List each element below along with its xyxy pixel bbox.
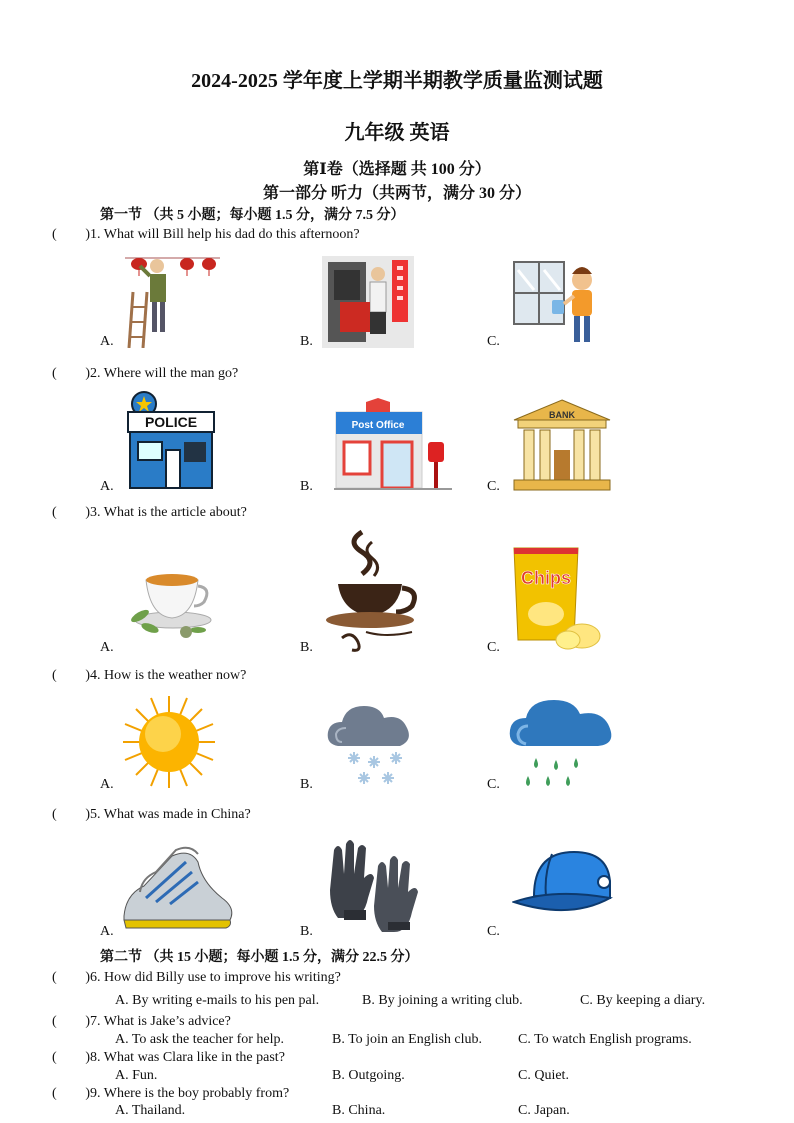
- pasting-couplets-icon[interactable]: [322, 256, 414, 348]
- svg-text:Post Office: Post Office: [351, 420, 405, 431]
- option-letter: C.: [487, 479, 500, 494]
- cleaning-window-icon[interactable]: [512, 258, 596, 346]
- question-5: [52, 807, 251, 823]
- question-text: 7. What is Jake’s advice?: [90, 1014, 231, 1029]
- exam-title: 2024-2025 学年度上学期半期教学质量监测试题: [191, 70, 603, 92]
- rain-cloud-icon[interactable]: [506, 696, 618, 792]
- question-1: [52, 227, 360, 243]
- snow-cloud-icon[interactable]: [324, 702, 416, 788]
- question-7: [52, 1014, 231, 1030]
- option-letter: A.: [100, 640, 114, 655]
- cap-icon[interactable]: [512, 844, 614, 924]
- sneakers-icon[interactable]: [120, 838, 242, 934]
- option-letter: A.: [100, 777, 114, 792]
- option-c[interactable]: C. To watch English programs.: [518, 1032, 692, 1047]
- hanging-lanterns-icon[interactable]: [125, 252, 220, 348]
- question-6: [52, 970, 341, 986]
- option-letter: C.: [487, 334, 500, 349]
- question-8: [52, 1050, 285, 1066]
- option-b[interactable]: B. To join an English club.: [332, 1032, 483, 1047]
- question-text: 4. How is the weather now?: [90, 668, 247, 683]
- option-b[interactable]: B. Outgoing.: [332, 1068, 405, 1083]
- option-letter: B.: [300, 479, 313, 494]
- question-3: [52, 505, 247, 521]
- option-c[interactable]: C. Quiet.: [518, 1068, 569, 1083]
- question-2: [52, 366, 238, 382]
- answer-blank[interactable]: ( ): [52, 1014, 90, 1029]
- option-a[interactable]: A. Thailand.: [115, 1103, 186, 1118]
- answer-blank[interactable]: ( ): [52, 1050, 90, 1065]
- answer-blank[interactable]: ( ): [52, 227, 90, 242]
- question-4: [52, 668, 246, 684]
- question-text: 6. How did Billy use to improve his writing?: [90, 970, 341, 985]
- option-letter: C.: [487, 640, 500, 655]
- question-text: 2. Where will the man go?: [90, 366, 239, 381]
- option-c[interactable]: C. By keeping a diary.: [580, 993, 706, 1008]
- part-heading: 第一部分 听力（共两节，满分 30 分）: [262, 185, 531, 202]
- bank-icon[interactable]: [510, 398, 614, 492]
- question-text: 1. What will Bill help his dad do this afternoon?: [90, 227, 360, 242]
- option-letter: A.: [100, 479, 114, 494]
- post-office-icon[interactable]: [334, 398, 452, 492]
- svg-text:Chips: Chips: [520, 568, 572, 588]
- option-c[interactable]: C. Japan.: [518, 1103, 570, 1118]
- option-letter: B.: [300, 334, 313, 349]
- svg-text:POLICE: POLICE: [144, 414, 198, 430]
- svg-text:BANK: BANK: [549, 410, 575, 420]
- section-one-heading: 第一节 （共 5 小题；每小题 1.5 分，满分 7.5 分）: [100, 208, 405, 223]
- question-text: 5. What was made in China?: [90, 807, 251, 822]
- gloves-icon[interactable]: [326, 836, 426, 932]
- sun-icon[interactable]: [123, 696, 215, 788]
- option-letter: A.: [100, 924, 114, 939]
- option-a[interactable]: A. By writing e-mails to his pen pal.: [115, 993, 320, 1008]
- option-b[interactable]: B. China.: [332, 1103, 386, 1118]
- option-b[interactable]: B. By joining a writing club.: [362, 993, 523, 1008]
- option-letter: C.: [487, 924, 500, 939]
- option-letter: B.: [300, 924, 313, 939]
- option-a[interactable]: A. To ask the teacher for help.: [115, 1032, 285, 1047]
- exam-subtitle: 九年级 英语: [344, 122, 450, 144]
- question-text: 9. Where is the boy probably from?: [90, 1086, 290, 1101]
- answer-blank[interactable]: ( ): [52, 970, 90, 985]
- option-letter: B.: [300, 777, 313, 792]
- option-letter: B.: [300, 640, 313, 655]
- option-letter: C.: [487, 777, 500, 792]
- question-9: [52, 1086, 289, 1102]
- tea-cup-icon[interactable]: [128, 560, 218, 640]
- section-two-heading: 第二节 （共 15 小题；每小题 1.5 分，满分 22.5 分）: [100, 950, 419, 965]
- coffee-cup-icon[interactable]: [322, 528, 424, 654]
- answer-blank[interactable]: ( ): [52, 505, 90, 520]
- option-a[interactable]: A. Fun.: [115, 1068, 158, 1083]
- question-text: 8. What was Clara like in the past?: [90, 1050, 285, 1065]
- answer-blank[interactable]: ( ): [52, 807, 90, 822]
- option-letter: A.: [100, 334, 114, 349]
- answer-blank[interactable]: ( ): [52, 1086, 90, 1101]
- police-station-icon[interactable]: [124, 390, 218, 490]
- volume-heading: 第Ⅰ卷（选择题 共 100 分）: [303, 161, 491, 178]
- question-text: 3. What is the article about?: [90, 505, 247, 520]
- answer-blank[interactable]: ( ): [52, 668, 90, 683]
- answer-blank[interactable]: ( ): [52, 366, 90, 381]
- chips-bag-icon[interactable]: [508, 544, 604, 654]
